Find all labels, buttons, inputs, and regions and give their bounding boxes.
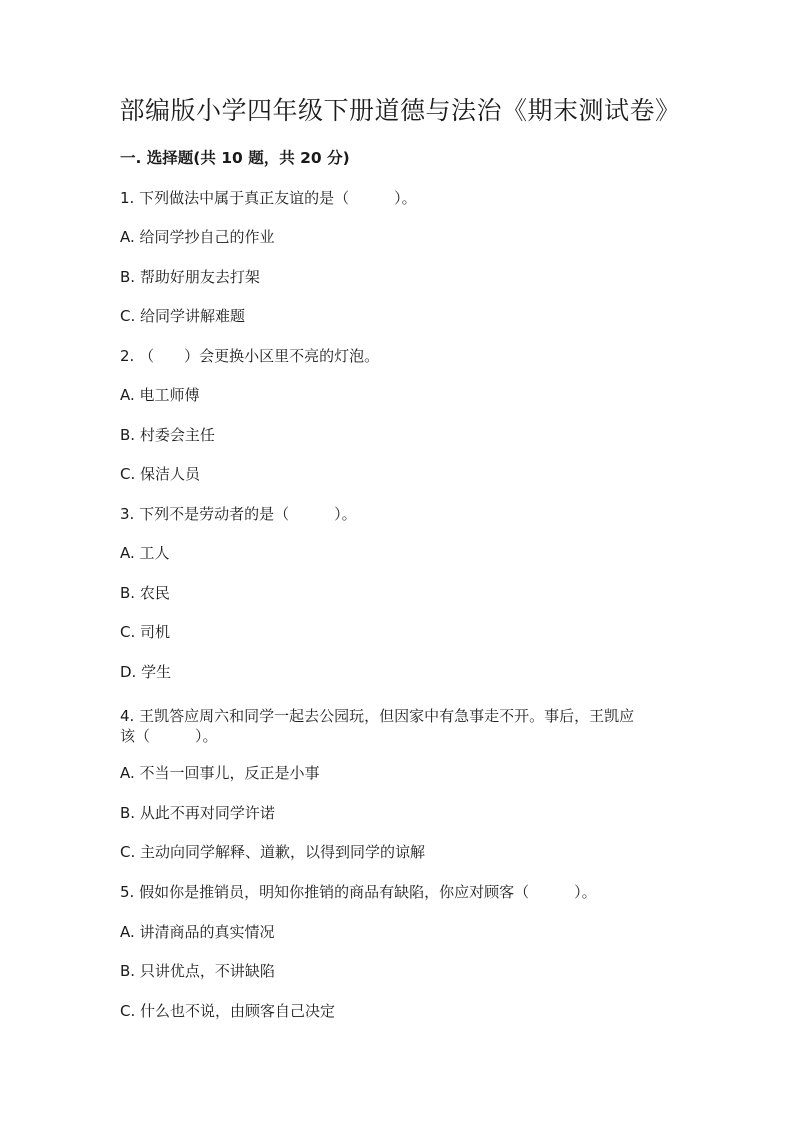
question-3-option-d: D. 学生 xyxy=(120,663,172,681)
question-1-option-a: A. 给同学抄自己的作业 xyxy=(120,228,275,246)
question-3-option-b: B. 农民 xyxy=(120,584,170,602)
question-3-option-c: C. 司机 xyxy=(120,623,171,641)
question-4-stem-line-1: 4. 王凯答应周六和同学一起去公园玩，但因家中有急事走不开。事后，王凯应 xyxy=(120,707,635,725)
question-5-stem: 5. 假如你是推销员，明知你推销的商品有缺陷，你应对顾客（ ）。 xyxy=(120,883,597,901)
question-2-option-c: C. 保洁人员 xyxy=(120,465,201,483)
question-2-option-b: B. 村委会主任 xyxy=(120,426,215,444)
question-2-option-a: A. 电工师傅 xyxy=(120,386,200,404)
question-3-option-a: A. 工人 xyxy=(120,544,170,562)
question-5-option-a: A. 讲清商品的真实情况 xyxy=(120,923,275,941)
question-5-option-b: B. 只讲优点，不讲缺陷 xyxy=(120,962,275,980)
question-4-stem-line-2: 该（ ）。 xyxy=(120,727,218,745)
question-2-stem: 2. （ ）会更换小区里不亮的灯泡。 xyxy=(120,347,380,365)
question-1-option-c: C. 给同学讲解难题 xyxy=(120,307,246,325)
question-4-option-c: C. 主动向同学解释、道歉，以得到同学的谅解 xyxy=(120,843,426,861)
question-1-stem: 1. 下列做法中属于真正友谊的是（ ）。 xyxy=(120,189,417,207)
question-4-option-b: B. 从此不再对同学许诺 xyxy=(120,804,275,822)
question-5-option-c: C. 什么也不说，由顾客自己决定 xyxy=(120,1002,336,1020)
question-4-option-a: A. 不当一回事儿，反正是小事 xyxy=(120,764,320,782)
document-title: 部编版小学四年级下册道德与法治《期末测试卷》 xyxy=(119,96,681,125)
question-1-option-b: B. 帮助好朋友去打架 xyxy=(120,268,260,286)
question-3-stem: 3. 下列不是劳动者的是（ ）。 xyxy=(120,505,357,523)
section-heading: 一. 选择题(共 10 题，共 20 分) xyxy=(120,149,350,167)
